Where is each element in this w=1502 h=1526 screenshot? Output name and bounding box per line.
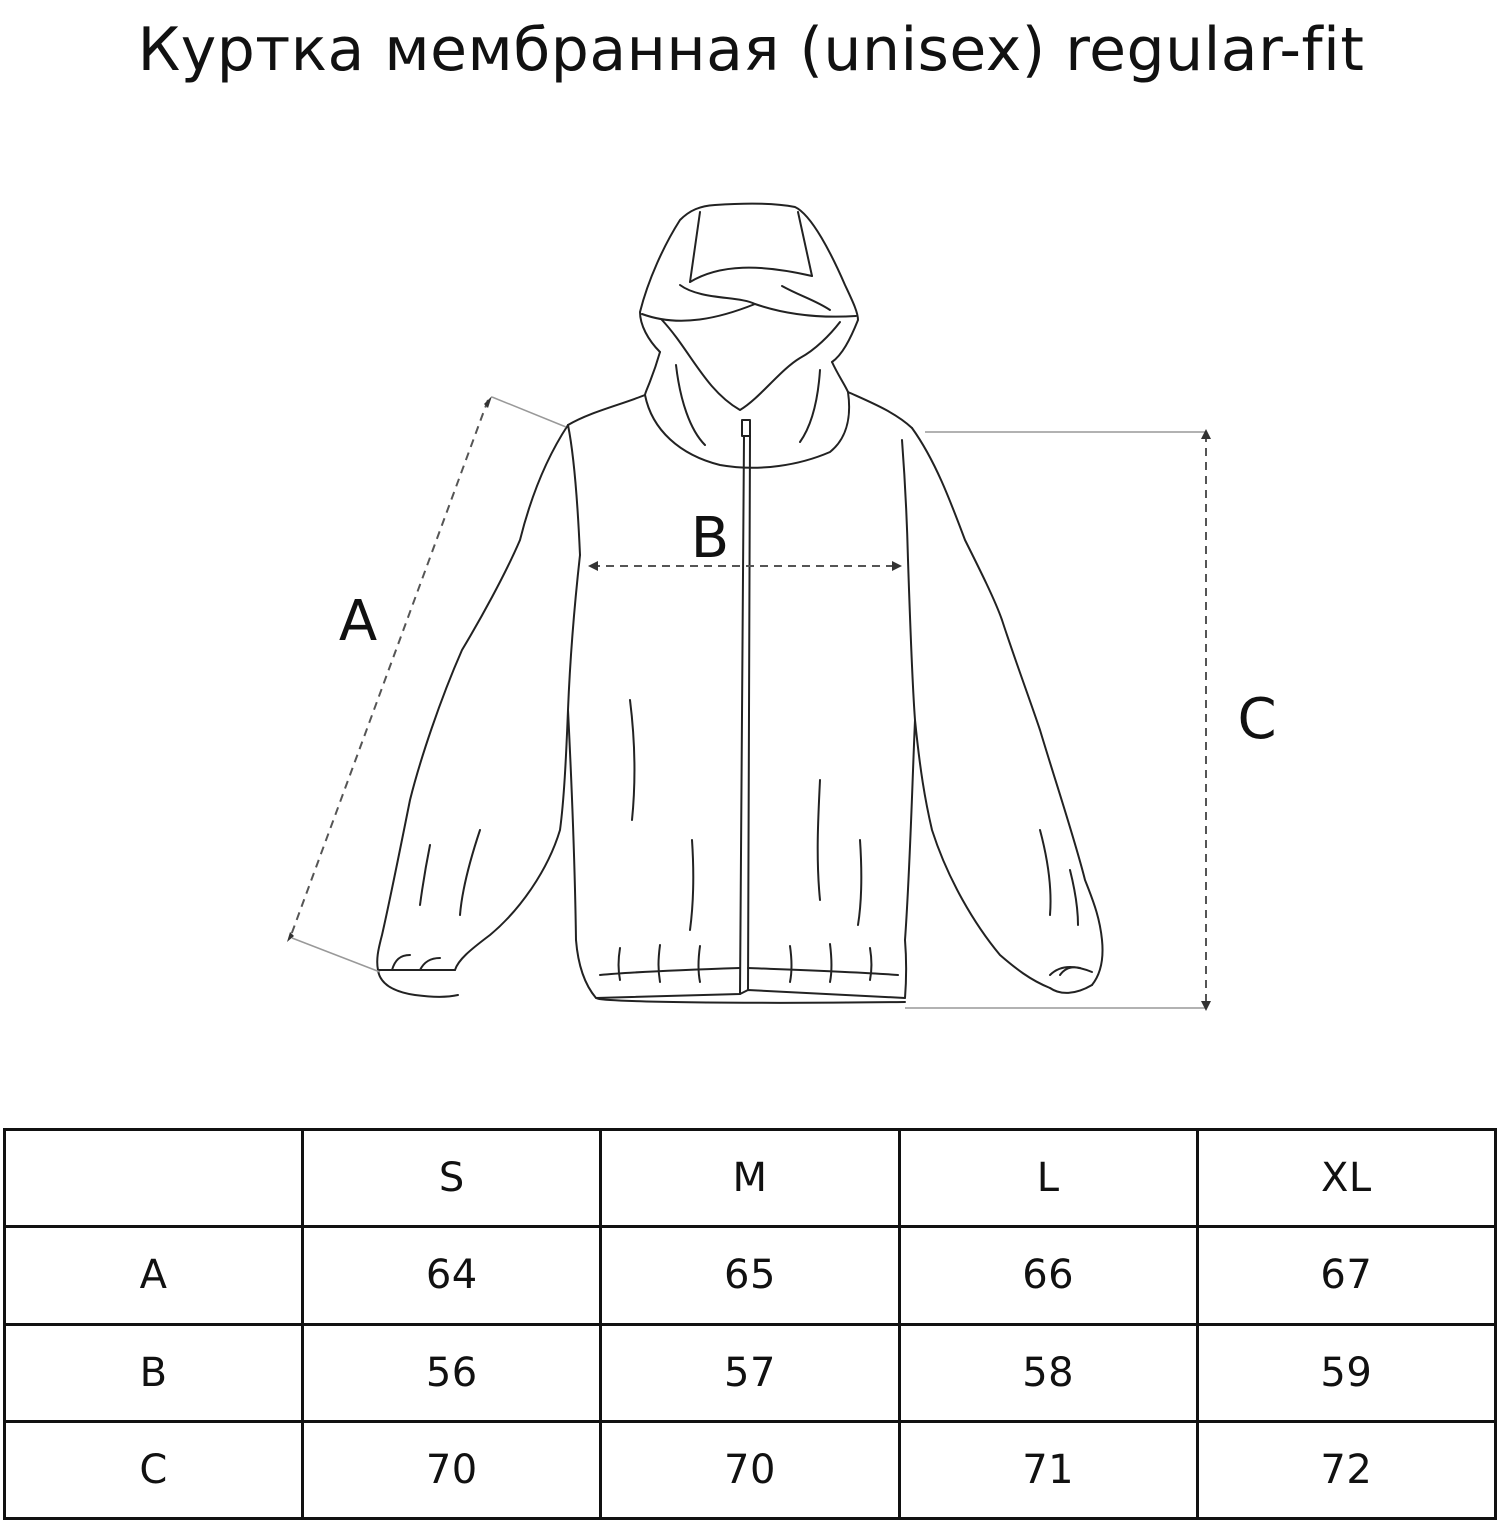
table-cell: 56 xyxy=(303,1324,601,1421)
table-row xyxy=(5,1421,1496,1518)
label-a: A xyxy=(338,589,378,654)
size-header-l: L xyxy=(899,1130,1197,1227)
arrow-b-left xyxy=(588,561,598,571)
table-cell: 59 xyxy=(1197,1324,1495,1421)
table-cell: 65 xyxy=(601,1227,899,1324)
arrow-b-right xyxy=(892,561,902,571)
table-row xyxy=(5,1324,1496,1421)
arrow-a-bottom xyxy=(287,932,294,942)
table-cell: 58 xyxy=(899,1324,1197,1421)
table-cell: 64 xyxy=(303,1227,601,1324)
arrow-c-bottom xyxy=(1201,1001,1211,1011)
table-cell: 57 xyxy=(601,1324,899,1421)
size-header-xl: XL xyxy=(1197,1130,1495,1227)
row-label: A xyxy=(5,1227,303,1324)
table-header-row xyxy=(5,1130,1496,1227)
arrow-c-top xyxy=(1201,429,1211,439)
jacket-outline xyxy=(377,204,1102,1003)
table-cell: 67 xyxy=(1197,1227,1495,1324)
table-cell: 66 xyxy=(899,1227,1197,1324)
table-corner-cell xyxy=(5,1130,303,1227)
label-c: C xyxy=(1237,687,1277,752)
row-label: C xyxy=(5,1421,303,1518)
table-cell: 72 xyxy=(1197,1421,1495,1518)
table-cell: 70 xyxy=(303,1421,601,1518)
size-header-m: M xyxy=(601,1130,899,1227)
size-table xyxy=(3,1128,1497,1520)
table-row xyxy=(5,1227,1496,1324)
label-b: B xyxy=(690,506,730,571)
sleeve-length-line xyxy=(290,400,488,938)
table-cell: 70 xyxy=(601,1421,899,1518)
page-title: Куртка мембранная (unisex) regular-fit xyxy=(137,15,1365,85)
size-header-s: S xyxy=(303,1130,601,1227)
table-cell: 71 xyxy=(899,1421,1197,1518)
row-label: B xyxy=(5,1324,303,1421)
